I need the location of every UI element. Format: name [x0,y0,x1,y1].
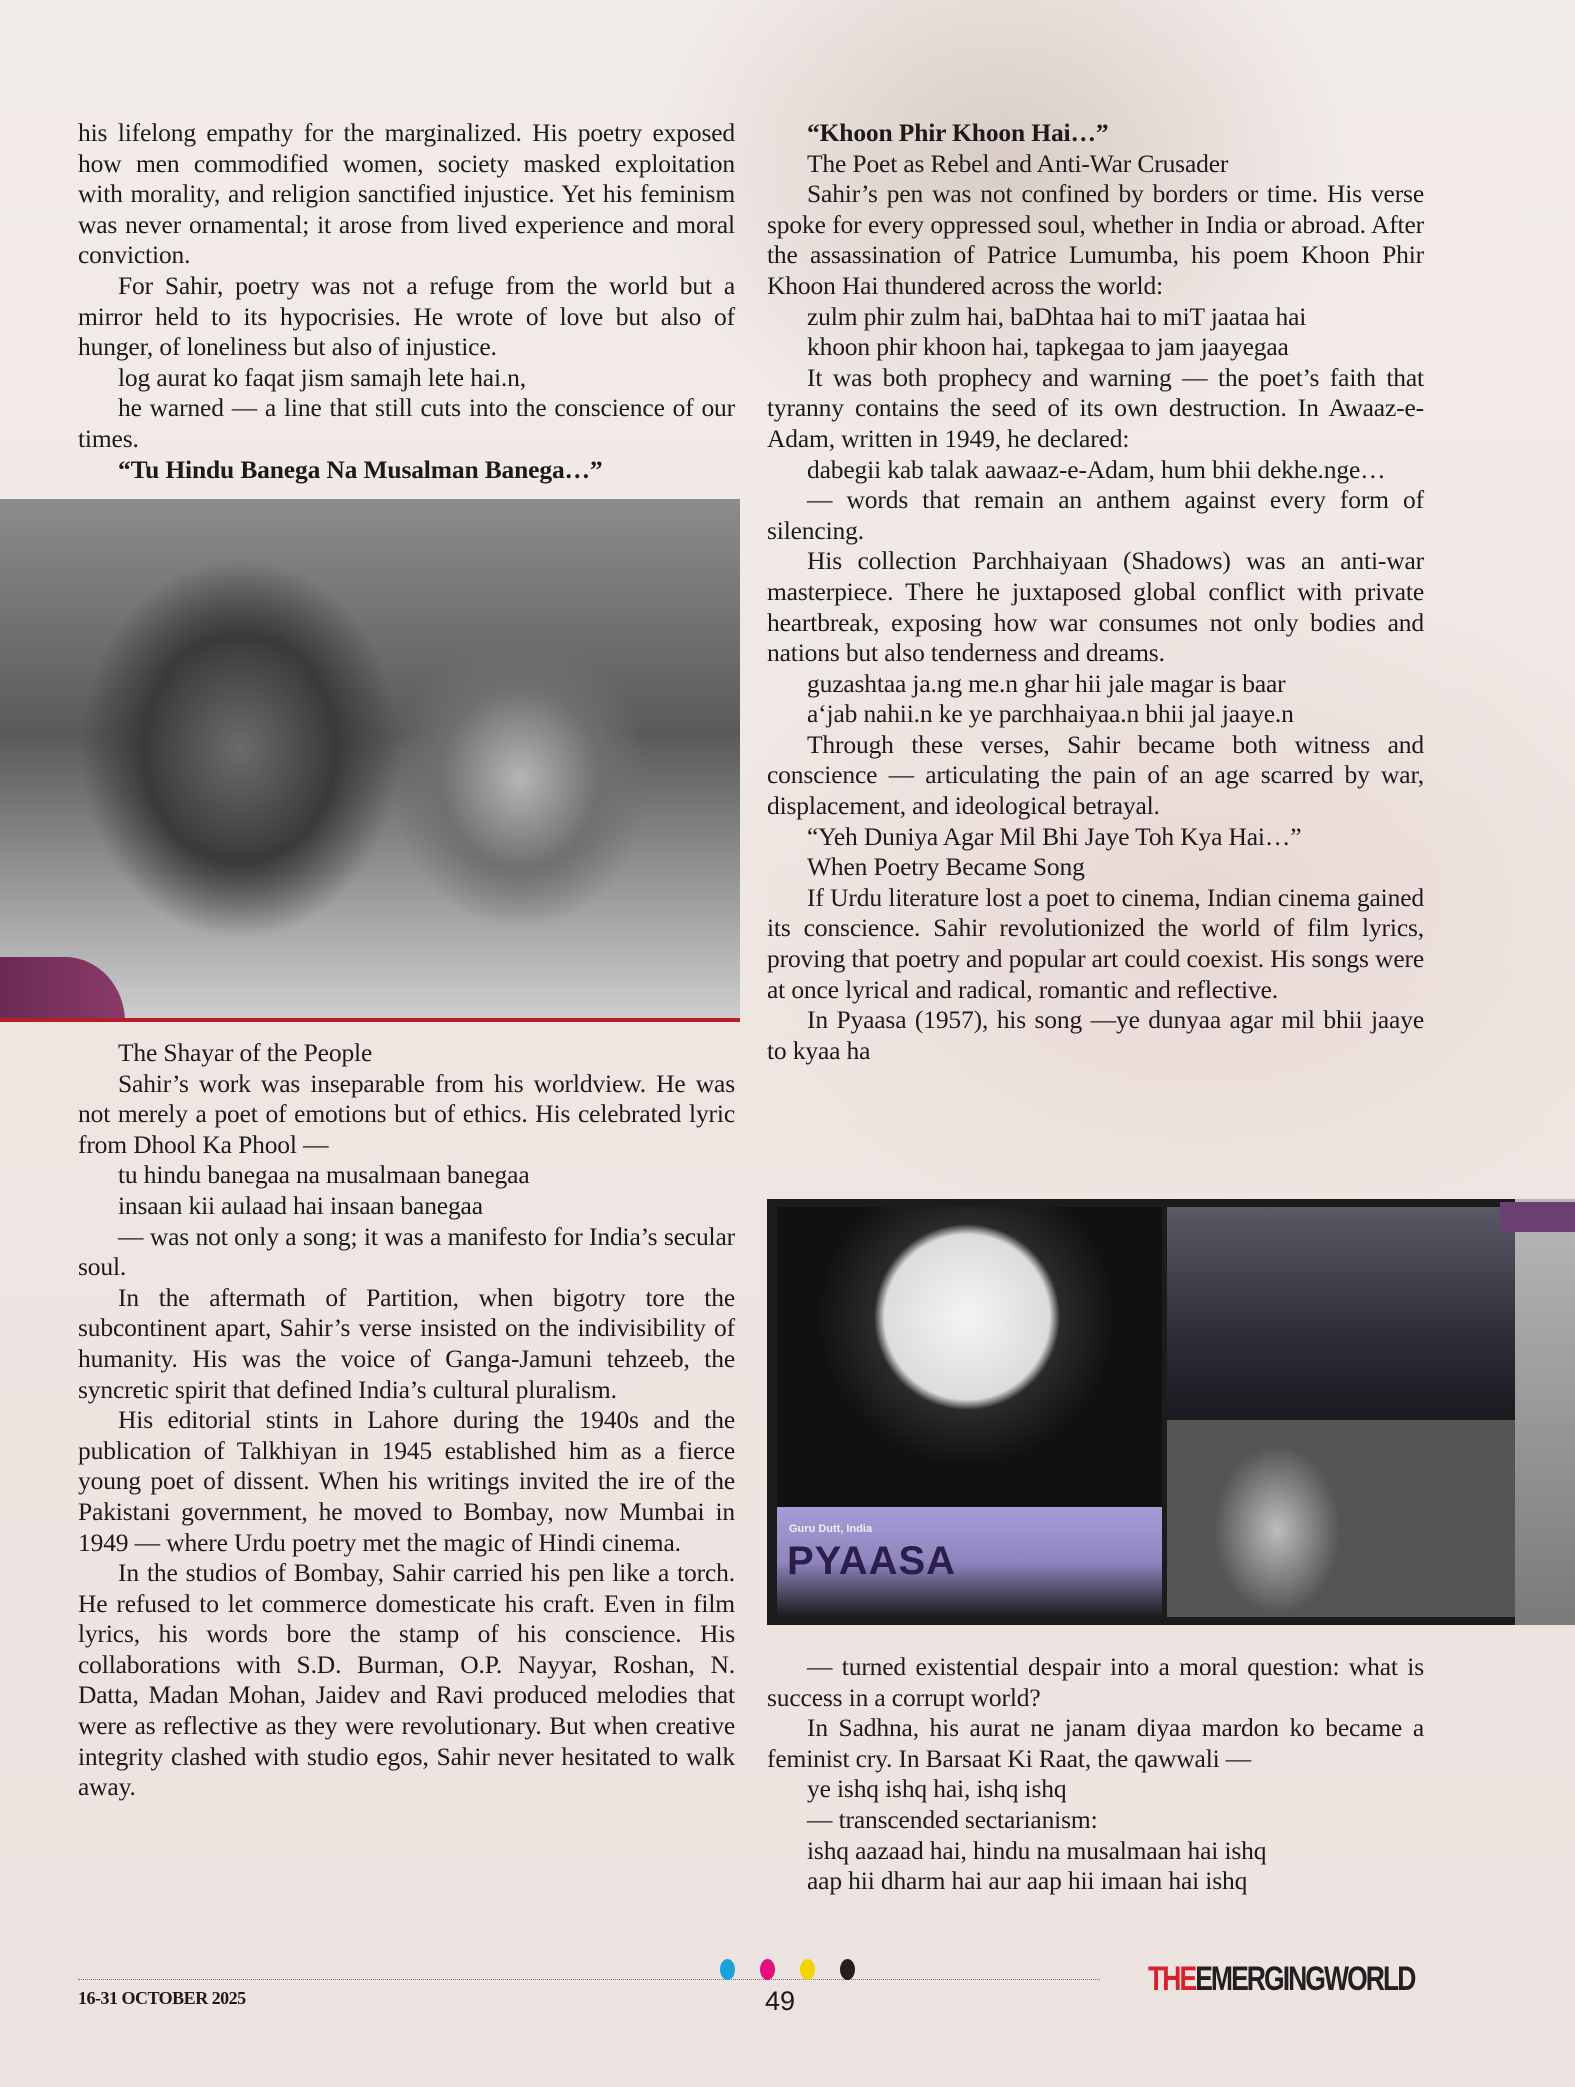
photo-sahir-with-child [0,499,740,1022]
decorative-purple-tab [1500,1202,1575,1232]
verse-line: insaan kii aulaad hai insaan banegaa [118,1190,483,1220]
paragraph: dabegii kab talak aawaaz-e-Adam, hum bhii dekhe.nge… [807,454,1386,484]
verse-line: aap hii dharm hai aur aap hii imaan hai ishq [807,1866,1248,1896]
paragraph: In Pyaasa (1957), his song —ye dunyaa agar mil bhii jaaye to kyaa ha [767,1005,1424,1065]
footer-rule [78,1979,1100,1980]
paragraph: — turned existential despair into a moral question: what is success in a corrupt world? [767,1652,1424,1712]
left-column-top [78,118,735,485]
verse-line: The Poet as Rebel and Anti-War Crusader [807,148,1229,178]
paragraph: In Sadhna, his aurat ne janam diyaa mardon ko became a feminist cry. In Barsaat Ki Raat, the qawwali — [767,1713,1424,1773]
registration-dot-yellow [800,1959,815,1980]
verse-line: a‘jab nahii.n ke ye parchhaiyaa.n bhii jal jaaye.n [807,699,1294,729]
paragraph: Sahir’s pen was not confined by borders or time. His verse spoke for every oppressed soul, whether in India or abroad. After the assassination of Patrice Lumumba, his poem Khoon Phir Khoon Hai thundered across the world: [767,179,1424,300]
decorative-purple-shape [0,957,125,1022]
publication-logo [1148,1960,1414,1999]
right-column-top [767,118,1424,1066]
poster-caption-panel [777,1507,1162,1617]
paragraph: In the aftermath of Partition, when bigotry tore the subcontinent apart, Sahir’s verse insisted on the indivisibility of humanity. His was the voice of Ganga-Jamuni tehzeeb, the syncretic spirit that defined India’s cultural pluralism. [78,1282,735,1404]
paragraph: — words that remain an anthem against every form of silencing. [767,485,1424,545]
paragraph: Sahir’s work was inseparable from his worldview. He was not merely a poet of emotions but of ethics. His celebrated lyric from Dhool Ka Phool — [78,1068,735,1159]
logo-the: THE [1148,1960,1196,1998]
paragraph: — was not only a song; it was a manifesto for India’s secular soul. [78,1221,735,1282]
paragraph: his lifelong empathy for the marginalized. His poetry exposed how men commodified women, society masked exploitation with morality, and religion sanctified injustice. Yet his feminism was never ornamental; it arose from lived experience and moral conviction. [78,118,735,270]
logo-name: EMERGINGWORLD [1195,1960,1415,1998]
verse-line: “Yeh Duniya Agar Mil Bhi Jaye Toh Kya Hai…” [807,821,1302,851]
verse-line: The Shayar of the People [118,1038,373,1067]
paragraph: Through these verses, Sahir became both witness and conscience — articulating the pain of an age scarred by war, displacement, and ideological betrayal. [767,729,1424,821]
right-column-bottom [767,1652,1424,1897]
pyaasa-poster [777,1207,1162,1617]
registration-dot-cyan [720,1959,735,1980]
poster-title: PYAASA [787,1539,957,1583]
page-number: 49 [765,1986,796,2016]
verse-line: log aurat ko faqat jism samajh lete hai.n, [118,362,526,392]
paragraph: If Urdu literature lost a poet to cinema, Indian cinema gained its conscience. Sahir revolutionized the world of film lyrics, proving that poetry and popular art could coexist. His songs were at once lyrical and radical, romantic and reflective. [767,882,1424,1004]
paragraph: His editorial stints in Lahore during the 1940s and the publication of Talkhiyan in 1945 established him as a fierce young poet of dissent. When his writings invited the ire of the Pakistani government, he moved to Bombay, now Mumbai in 1949 — where Urdu poetry met the magic of Hindi cinema. [78,1405,735,1557]
issue-date: 16-31 OCTOBER 2025 [78,1988,246,2008]
paragraph: His collection Parchhaiyaan (Shadows) was an anti-war masterpiece. There he juxtaposed global conflict with private heartbreak, exposing how war consumes not only bodies and nations but also tenderness and dreams. [767,546,1424,668]
left-column-bottom [78,1038,735,1803]
verse-line: When Poetry Became Song [807,852,1085,882]
pyaasa-photo-collage [767,1199,1575,1625]
verse-line: ye ishq ishq hai, ishq ishq [807,1774,1067,1804]
verse-line: — transcended sectarianism: [807,1804,1098,1834]
decorative-red-band [0,1018,740,1022]
verse-line: guzashtaa ja.ng me.n ghar hii jale magar is baar [807,668,1286,698]
paragraph: he warned — a line that still cuts into the conscience of our times. [78,393,735,453]
section-heading: “Khoon Phir Khoon Hai…” [807,118,1109,147]
verse-line: ishq aazaad hai, hindu na musalmaan hai ishq [807,1835,1267,1865]
still-silhouette-couple [1167,1207,1537,1415]
paragraph: In the studios of Bombay, Sahir carried his pen like a torch. He refused to let commerce domesticate his craft. Even in film lyrics, his words bore the stamp of his conscience. His collaborations with S.D. Burman, O.P. Nayyar, Roshan, N. Datta, Madan Mohan, Jaidev and Ravi produced melodies that were as reflective as they were revolutionary. But when creative integrity clashed with studio egos, Sahir never hesitated to walk away. [78,1558,735,1802]
section-heading: “Tu Hindu Banega Na Musalman Banega…” [118,454,603,484]
verse-line: zulm phir zulm hai, baDhtaa hai to miT jaataa hai [807,301,1307,331]
verse-line: khoon phir khoon hai, tapkegaa to jam jaayegaa [807,332,1289,362]
registration-dot-magenta [760,1959,775,1980]
paragraph: For Sahir, poetry was not a refuge from the world but a mirror held to its hypocrisies. He wrote of love but also of hunger, of loneliness but also of injustice. [78,270,735,362]
registration-dot-black [840,1959,855,1980]
verse-line: tu hindu banegaa na musalmaan banegaa [118,1160,530,1190]
poster-credit: Guru Dutt, India [789,1523,873,1535]
still-couple-closeup [1167,1420,1537,1617]
paragraph: It was both prophecy and warning — the poet’s faith that tyranny contains the seed of its own destruction. In Awaaz-e-Adam, written in 1949, he declared: [767,362,1424,453]
